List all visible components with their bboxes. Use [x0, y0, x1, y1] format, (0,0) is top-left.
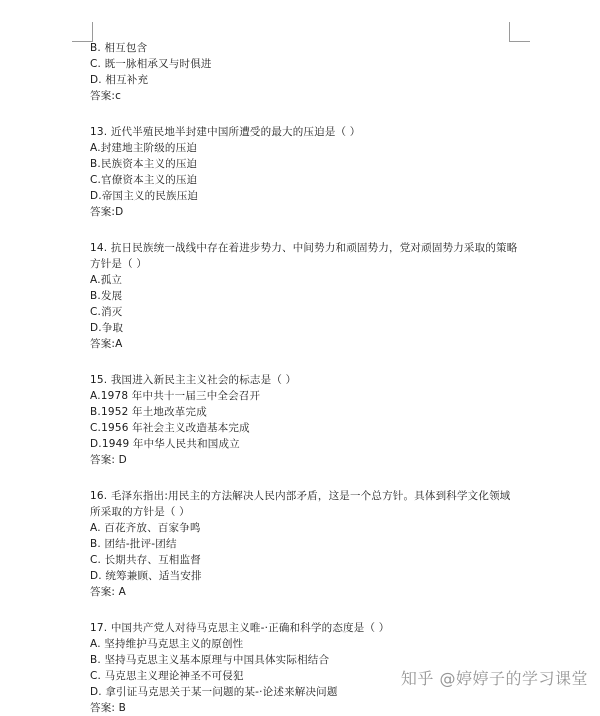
- option-d: D. 相互补充: [90, 74, 149, 86]
- answer: 答案: B: [90, 702, 127, 714]
- crop-mark-top-left: [92, 22, 93, 42]
- option-b: B.1952 年土地改革完成: [90, 406, 207, 418]
- question-block: [90, 40, 520, 104]
- option-c: C.1956 年社会主义改造基本完成: [90, 422, 250, 434]
- option-b: B.发展: [90, 290, 123, 302]
- watermark: 知乎 @婷婷子的学习课堂: [400, 669, 588, 688]
- question-text: 17. 中国共产党人对待马克思主义唯-·正确和科学的态度是（ ）: [90, 622, 390, 634]
- answer: 答案:D: [90, 206, 124, 218]
- answer: 答案: D: [90, 454, 127, 466]
- option-b: B. 相互包含: [90, 42, 148, 54]
- question-block: [90, 372, 520, 468]
- question-text: 14. 抗日民族统一战线中存在着进步势力、中间势力和顽固势力，党对顽固势力采取的策略方针是（ ）: [90, 242, 518, 270]
- option-d: D. 统筹兼顾、适当安排: [90, 570, 202, 582]
- option-a: A. 坚持维护马克思主义的原创性: [90, 638, 244, 650]
- option-d: D.争取: [90, 322, 124, 334]
- option-d: D. 拿引证马克思关于某一问题的某-·论述来解决问题: [90, 686, 338, 698]
- answer: 答案:A: [90, 338, 123, 350]
- option-b: B.民族资本主义的压迫: [90, 158, 198, 170]
- option-b: B. 坚持马克思主义基本原理与中国具体实际相结合: [90, 654, 330, 666]
- option-d: D.1949 年中华人民共和国成立: [90, 438, 240, 450]
- question-block: [90, 124, 520, 220]
- option-c: C.官僚资本主义的压迫: [90, 174, 198, 186]
- answer: 答案: A: [90, 586, 127, 598]
- answer: 答案:c: [90, 90, 122, 102]
- option-a: A. 百花齐放、百家争鸣: [90, 522, 201, 534]
- option-a: A.孤立: [90, 274, 123, 286]
- question-block: [90, 488, 520, 600]
- question-text: 13. 近代半殖民地半封建中国所遭受的最大的压迫是（ ）: [90, 126, 361, 138]
- crop-mark-top-right: [509, 22, 510, 42]
- document-content: [90, 40, 520, 716]
- option-a: A.1978 年中共十一届三中全会召开: [90, 390, 261, 402]
- question-text: 16. 毛泽东指出:用民主的方法解决人民内部矛盾，这是一个总方针。具体到科学文化领域所采取的方针是（ ）: [90, 490, 511, 518]
- option-c: C. 长期共存、互相监督: [90, 554, 201, 566]
- option-c: C. 既一脉相承又与时俱进: [90, 58, 212, 70]
- question-block: [90, 240, 520, 352]
- option-a: A.封建地主阶级的压迫: [90, 142, 198, 154]
- option-c: C. 马克思主义理论神圣不可侵犯: [90, 670, 244, 682]
- option-d: D.帝国主义的民族压迫: [90, 190, 199, 202]
- option-c: C.消灭: [90, 306, 123, 318]
- option-b: B. 团结-批评-团结: [90, 538, 177, 550]
- question-text: 15. 我国进入新民主主义社会的标志是（ ）: [90, 374, 297, 386]
